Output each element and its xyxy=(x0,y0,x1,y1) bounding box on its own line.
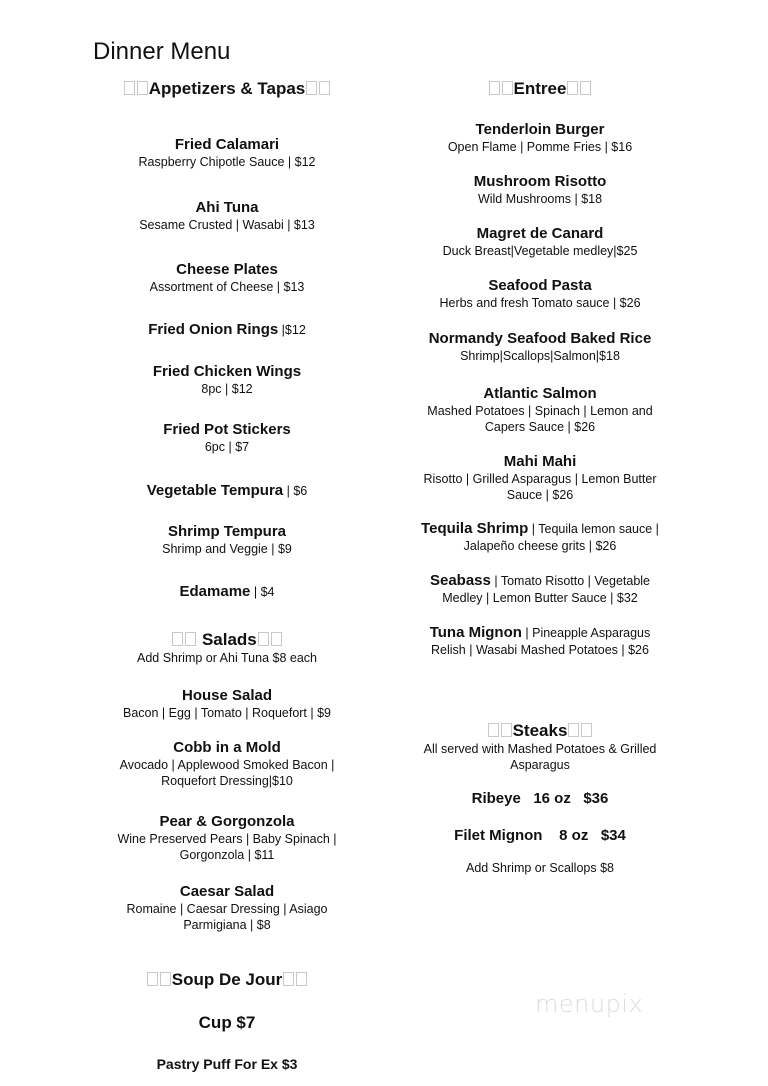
missing-glyph-icon xyxy=(160,972,171,986)
missing-glyph-icon xyxy=(258,632,269,646)
menu-item xyxy=(404,453,676,503)
item-name: Ahi Tuna xyxy=(195,199,259,216)
soup-heading: Soup De Jour xyxy=(96,970,358,990)
menu-item xyxy=(96,583,358,601)
menu-item xyxy=(96,321,358,339)
missing-glyph-icon xyxy=(283,972,294,986)
steaks-heading: Steaks xyxy=(404,721,676,741)
entree-heading: Entree xyxy=(404,79,676,99)
item-desc: Herbs and fresh Tomato sauce | $26 xyxy=(439,296,641,310)
item-desc: Wine Preserved Pears | Baby Spinach | xyxy=(117,832,337,846)
item-name: Cheese Plates xyxy=(176,261,278,278)
missing-glyph-icon xyxy=(568,723,579,737)
item-name: Normandy Seafood Baked Rice xyxy=(428,330,652,347)
missing-glyph-icon xyxy=(296,972,307,986)
menu-item xyxy=(96,523,358,557)
item-desc: Shrimp|Scallops|Salmon|$18 xyxy=(460,349,620,363)
item-price: | $4 xyxy=(250,585,275,599)
item-desc: Wild Mushrooms | $18 xyxy=(477,192,603,206)
item-desc: Gorgonzola | $11 xyxy=(179,848,275,862)
item-name: Mushroom Risotto xyxy=(473,173,607,190)
menu-item xyxy=(404,572,676,606)
steak-item: Ribeye 16 oz $36 xyxy=(471,790,609,807)
item-desc: Avocado | Applewood Smoked Bacon | xyxy=(119,758,335,772)
item-desc: 8pc | $12 xyxy=(201,382,253,396)
missing-glyph-icon xyxy=(501,723,512,737)
item-name: Cobb in a Mold xyxy=(173,739,281,756)
menu-item xyxy=(404,277,676,311)
item-name: Tuna Mignon xyxy=(429,624,522,641)
missing-glyph-icon xyxy=(185,632,196,646)
missing-glyph-icon xyxy=(306,81,317,95)
page-title: Dinner Menu xyxy=(93,38,231,65)
missing-glyph-icon xyxy=(567,81,578,95)
item-desc: Mashed Potatoes | Spinach | Lemon and xyxy=(427,404,653,418)
item-name: Vegetable Tempura xyxy=(146,482,284,499)
item-name: Magret de Canard xyxy=(476,225,604,242)
item-price: |$12 xyxy=(278,323,306,337)
missing-glyph-icon xyxy=(581,723,592,737)
item-desc: | Pineapple Asparagus xyxy=(521,626,651,640)
menu-item xyxy=(96,687,358,721)
item-name: Edamame xyxy=(179,583,251,600)
missing-glyph-icon xyxy=(124,81,135,95)
menu-item xyxy=(96,421,358,455)
appetizers-heading: Appetizers & Tapas xyxy=(96,79,358,99)
menu-item xyxy=(96,739,358,789)
missing-glyph-icon xyxy=(271,632,282,646)
item-desc: Duck Breast|Vegetable medley|$25 xyxy=(442,244,638,258)
item-desc: Shrimp and Veggie | $9 xyxy=(162,542,292,556)
menu-item xyxy=(404,385,676,435)
item-name: Fried Onion Rings xyxy=(148,321,279,338)
menu-item xyxy=(96,199,358,233)
salads-note: Add Shrimp or Ahi Tuna $8 each xyxy=(137,651,317,665)
item-name: Seafood Pasta xyxy=(488,277,592,294)
item-desc: Jalapeño cheese grits | $26 xyxy=(463,539,617,553)
item-desc: 6pc | $7 xyxy=(204,440,250,454)
item-desc: Parmigiana | $8 xyxy=(183,918,271,932)
menu-item xyxy=(96,363,358,397)
item-name: Fried Calamari xyxy=(174,136,280,153)
watermark-logo: menupix xyxy=(535,990,644,1018)
item-desc: Sesame Crusted | Wasabi | $13 xyxy=(139,218,315,232)
item-name: Mahi Mahi xyxy=(503,453,577,470)
item-desc: Open Flame | Pomme Fries | $16 xyxy=(447,140,633,154)
missing-glyph-icon xyxy=(488,723,499,737)
item-price: | $6 xyxy=(283,484,308,498)
item-name: House Salad xyxy=(181,687,273,704)
steaks-addon: Add Shrimp or Scallops $8 xyxy=(466,861,614,875)
soup-cup: Cup $7 xyxy=(198,1013,256,1032)
menu-item xyxy=(96,883,358,933)
item-desc: Sauce | $26 xyxy=(506,488,574,502)
item-desc: Capers Sauce | $26 xyxy=(484,420,596,434)
item-desc: Roquefort Dressing|$10 xyxy=(161,774,293,788)
item-desc: Risotto | Grilled Asparagus | Lemon Butter xyxy=(423,472,657,486)
missing-glyph-icon xyxy=(137,81,148,95)
right-column xyxy=(404,0,676,1086)
salads-heading: Salads xyxy=(96,630,358,650)
item-desc: Bacon | Egg | Tomato | Roquefort | $9 xyxy=(122,706,332,720)
item-desc: Medley | Lemon Butter Sauce | $32 xyxy=(442,591,638,605)
item-name: Pear & Gorgonzola xyxy=(159,813,295,830)
item-name: Tequila Shrimp xyxy=(421,520,529,537)
missing-glyph-icon xyxy=(172,632,183,646)
menu-item xyxy=(404,173,676,207)
item-name: Tenderloin Burger xyxy=(475,121,605,138)
item-name: Atlantic Salmon xyxy=(483,385,597,402)
menu-item xyxy=(96,813,358,863)
missing-glyph-icon xyxy=(319,81,330,95)
missing-glyph-icon xyxy=(489,81,500,95)
item-name: Shrimp Tempura xyxy=(167,523,287,540)
item-name: Caesar Salad xyxy=(179,883,275,900)
item-desc: | Tequila lemon sauce | xyxy=(528,522,659,536)
menu-item xyxy=(404,225,676,259)
item-desc: Assortment of Cheese | $13 xyxy=(149,280,305,294)
item-desc: | Tomato Risotto | Vegetable xyxy=(490,574,651,588)
left-column xyxy=(96,0,358,1086)
menu-item xyxy=(96,136,358,170)
missing-glyph-icon xyxy=(502,81,513,95)
menu-item xyxy=(404,330,676,364)
menu-item xyxy=(96,261,358,295)
item-desc: Romaine | Caesar Dressing | Asiago xyxy=(126,902,328,916)
item-name: Seabass xyxy=(429,572,491,589)
missing-glyph-icon xyxy=(147,972,158,986)
steak-item: Filet Mignon 8 oz $34 xyxy=(454,827,626,844)
menu-item xyxy=(404,121,676,155)
menu-item xyxy=(404,520,676,554)
menu-item xyxy=(404,624,676,658)
soup-pastry: Pastry Puff For Ex $3 xyxy=(156,1056,298,1072)
menu-item xyxy=(96,482,358,500)
item-name: Fried Pot Stickers xyxy=(163,421,291,438)
missing-glyph-icon xyxy=(580,81,591,95)
item-desc: Relish | Wasabi Mashed Potatoes | $26 xyxy=(431,643,649,657)
item-name: Fried Chicken Wings xyxy=(152,363,302,380)
item-desc: Raspberry Chipotle Sauce | $12 xyxy=(138,155,316,169)
steaks-note: All served with Mashed Potatoes & Grilled Asparagus xyxy=(423,742,657,772)
